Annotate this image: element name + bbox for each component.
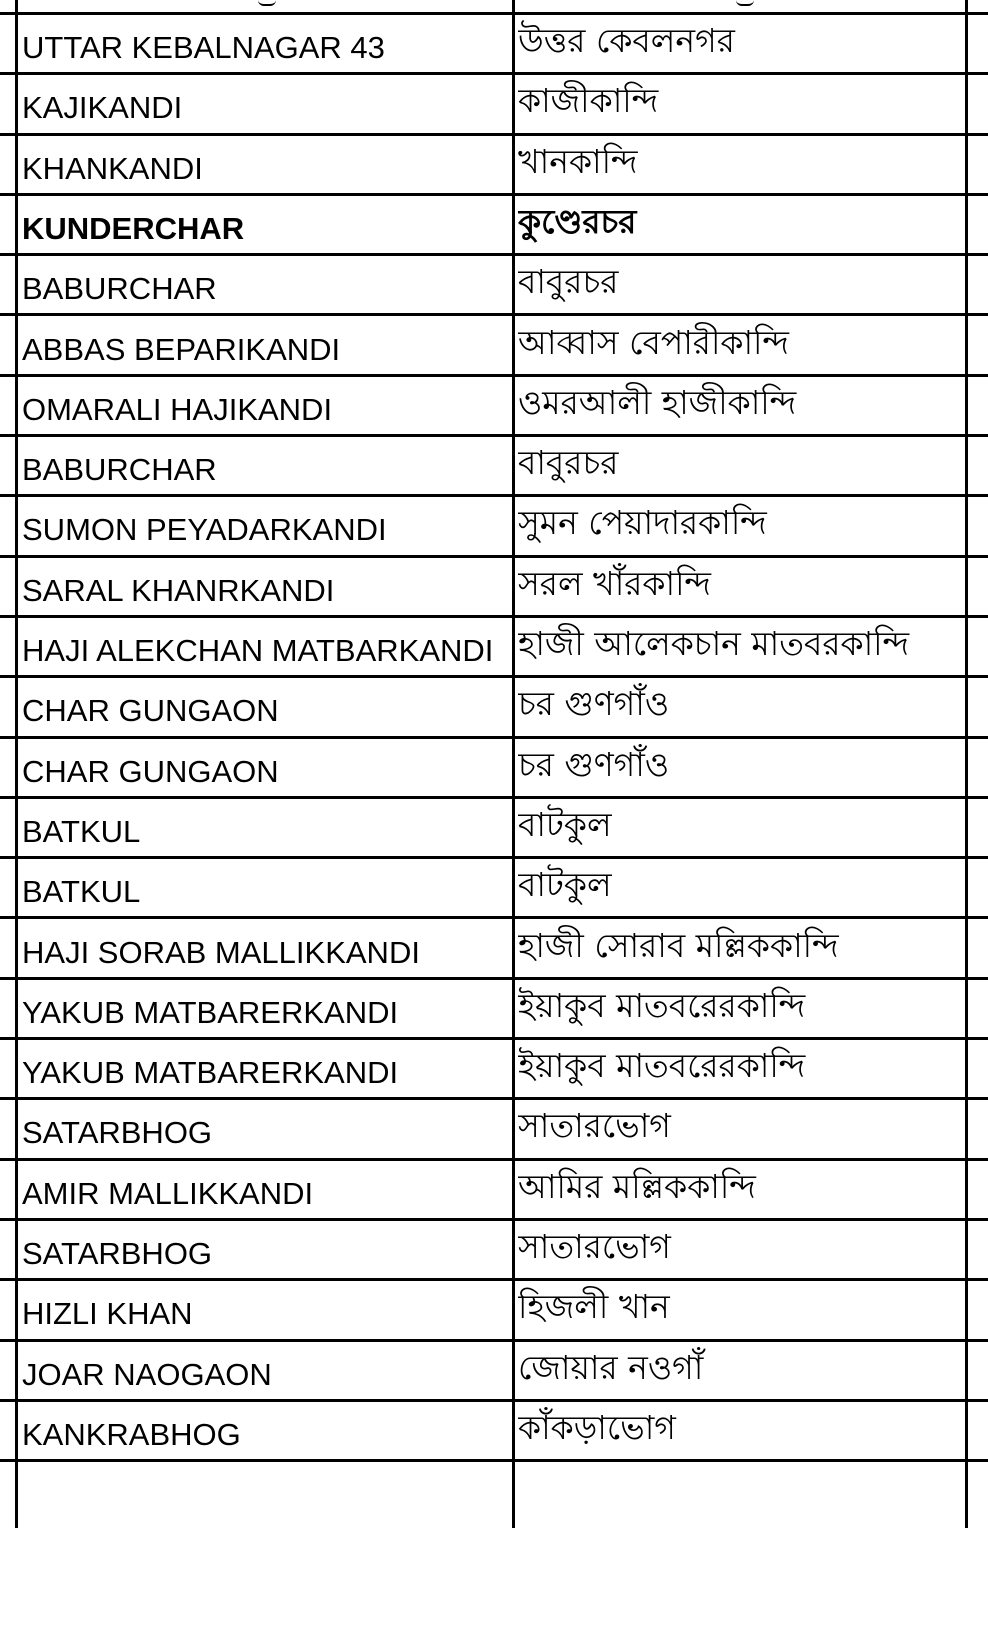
bengali-name-cell: উত্তর কেবলনগর xyxy=(518,21,735,60)
table-row xyxy=(0,1161,988,1221)
english-name-cell: HAJI ALEKCHAN MATBARKANDI xyxy=(22,633,494,668)
english-name-cell: CHAR GUNGAON xyxy=(22,753,279,789)
table-row xyxy=(0,558,988,618)
table-row xyxy=(0,1100,988,1160)
english-name-cell: ABBAS BEPARIKANDI xyxy=(22,331,341,367)
bengali-name-cell: কুণ্ডেরচর xyxy=(518,201,637,241)
bengali-name-cell: বাবুরচর xyxy=(518,443,619,483)
bengali-name-cell: চর গুণগাঁও xyxy=(518,684,670,724)
table-row xyxy=(0,980,988,1040)
table-row xyxy=(0,75,988,135)
previous-row-fragment xyxy=(0,0,988,15)
english-name-cell: BABURCHAR xyxy=(22,271,217,307)
english-name-cell: KAJIKANDI xyxy=(22,90,183,126)
table-row xyxy=(0,618,988,678)
bengali-name-cell: আব্বাস বেপারীকান্দি xyxy=(518,322,789,362)
bengali-name-cell: কাজীকান্দি xyxy=(518,81,659,121)
english-name-cell: BATKUL xyxy=(22,813,141,849)
table-row xyxy=(0,799,988,859)
cut-off-glyph xyxy=(258,0,276,6)
english-name-cell: SUMON PEYADARKANDI xyxy=(22,512,387,548)
bengali-name-cell: বাটকুল xyxy=(518,865,612,905)
table-row xyxy=(0,196,988,256)
english-name-cell: HIZLI KHAN xyxy=(22,1296,193,1332)
english-name-cell: BATKUL xyxy=(22,874,141,910)
cut-off-glyph xyxy=(736,0,754,6)
english-name-cell: AMIR MALLIKKANDI xyxy=(22,1175,314,1211)
table-row xyxy=(0,859,988,919)
bengali-name-cell: সুমন পেয়াদারকান্দি xyxy=(518,503,767,543)
table-row xyxy=(0,497,988,557)
bengali-name-cell: বাটকুল xyxy=(518,804,612,844)
bengali-name-cell: চর গুণগাঁও xyxy=(518,744,670,784)
bengali-name-cell: হাজী সোরাব মল্লিককান্দি xyxy=(518,925,839,965)
table-row xyxy=(0,920,988,980)
table-row xyxy=(0,1402,988,1462)
bengali-name-cell: সরল খাঁরকান্দি xyxy=(518,563,711,603)
bengali-name-cell: খানকান্দি xyxy=(518,141,638,181)
bengali-name-cell: ইয়াকুব মাতবরেরকান্দি xyxy=(518,985,806,1025)
english-name-cell: BABURCHAR xyxy=(22,452,217,488)
table-row xyxy=(0,256,988,316)
english-name-cell: HAJI SORAB MALLIKKANDI xyxy=(22,934,420,970)
table-row xyxy=(0,678,988,738)
table-right-border xyxy=(965,0,968,1528)
table-left-border xyxy=(15,0,18,1528)
bengali-name-cell: জোয়ার নওগাঁ xyxy=(518,1347,704,1387)
english-name-cell: SARAL KHANRKANDI xyxy=(22,572,335,608)
english-name-cell: KANKRABHOG xyxy=(22,1416,241,1452)
bengali-name-cell: বাবুরচর xyxy=(518,262,619,302)
table-row xyxy=(0,1281,988,1341)
column-divider xyxy=(512,0,515,1528)
bengali-name-cell: সাতারভোগ xyxy=(518,1106,671,1146)
bengali-name-cell: ওমরআলী হাজীকান্দি xyxy=(518,382,797,422)
table-row xyxy=(0,15,988,75)
english-name-cell: SATARBHOG xyxy=(22,1236,213,1271)
english-name-cell: KUNDERCHAR xyxy=(22,210,245,246)
bengali-name-cell: সাতারভোগ xyxy=(518,1227,671,1266)
table-row xyxy=(0,437,988,497)
english-name-cell: UTTAR KEBALNAGAR 43 xyxy=(22,30,385,65)
table-row xyxy=(0,739,988,799)
english-name-cell: JOAR NAOGAON xyxy=(22,1356,272,1392)
table-row xyxy=(0,1342,988,1402)
table-row xyxy=(0,317,988,377)
english-name-cell: YAKUB MATBARERKANDI xyxy=(22,1055,399,1091)
bengali-name-cell: আমির মল্লিককান্দি xyxy=(518,1166,756,1206)
english-name-cell: CHAR GUNGAON xyxy=(22,693,279,729)
bengali-name-cell: হিজলী খান xyxy=(518,1287,670,1327)
english-name-cell: SATARBHOG xyxy=(22,1115,213,1151)
bengali-name-cell: কাঁকড়াভোগ xyxy=(518,1407,676,1447)
table-row xyxy=(0,377,988,437)
bengali-name-cell: ইয়াকুব মাতবরেরকান্দি xyxy=(518,1046,806,1086)
english-name-cell: OMARALI HAJIKANDI xyxy=(22,391,333,427)
table-row xyxy=(0,1221,988,1281)
english-name-cell: KHANKANDI xyxy=(22,150,203,186)
table-row xyxy=(0,1040,988,1100)
english-name-cell: YAKUB MATBARERKANDI xyxy=(22,994,399,1030)
bengali-name-cell: হাজী আলেকচান মাতবরকান্দি xyxy=(518,624,910,663)
table-row xyxy=(0,136,988,196)
